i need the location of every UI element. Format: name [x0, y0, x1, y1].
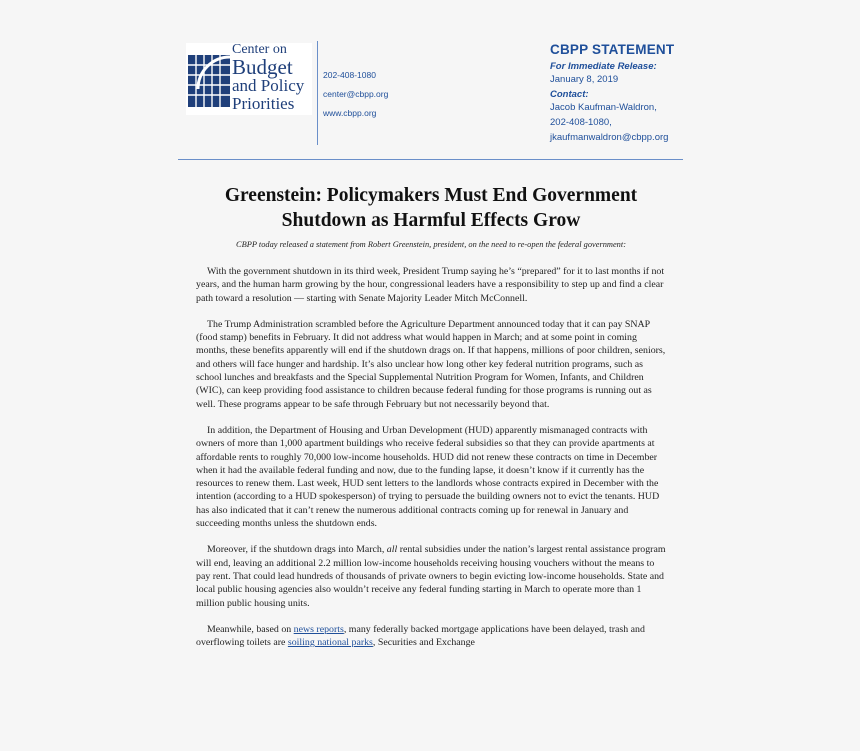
org-website[interactable]: www.cbpp.org — [323, 108, 377, 118]
release-date: January 8, 2019 — [550, 74, 619, 85]
headline — [196, 183, 666, 233]
news-reports-link[interactable]: news reports — [293, 623, 344, 635]
logo-line-2: Budget — [232, 55, 293, 79]
statement-body — [196, 265, 666, 662]
contact-name: Jacob Kaufman-Waldron, — [550, 102, 657, 113]
intro-line: CBPP today released a statement from Robert Greenstein, president, on the need to re-open the federal government: — [236, 240, 626, 249]
paragraph-4 — [196, 543, 666, 609]
statement-title: CBPP STATEMENT — [550, 42, 675, 57]
soiling-national-parks-link[interactable]: soiling national parks — [287, 637, 373, 649]
statement-header — [550, 42, 674, 145]
contact-email[interactable]: jkaufmanwaldron@cbpp.org — [550, 132, 669, 143]
organization-contact — [323, 66, 388, 123]
contact-phone: 202-408-1080, — [550, 117, 612, 128]
release-label: For Immediate Release: — [550, 61, 657, 72]
org-phone: 202-408-1080 — [323, 70, 376, 80]
paragraph-4-emphasis: all — [386, 544, 398, 556]
headline-line-2: Shutdown as Harmful Effects Grow — [281, 210, 581, 231]
logo-line-4: Priorities — [232, 94, 295, 113]
paragraph-1: With the government shutdown in its third week, President Trump saying he’s “prepared” for it to last months if not years, and the human harm growing by the hour, congressional leaders have a responsibility to step up and find a clear path toward a resolution — starting with Senate Majority Leader Mitch McConnell. — [196, 266, 665, 304]
header-divider — [317, 41, 318, 145]
logo-wordmark — [232, 43, 304, 113]
cbpp-logo — [186, 43, 312, 115]
org-email[interactable]: center@cbpp.org — [323, 89, 389, 99]
paragraph-5-text-b: , many federally backed mortgage applications have been delayed, trash and overflowing toilets are — [196, 623, 645, 649]
paragraph-3: In addition, the Department of Housing and Urban Development (HUD) apparently mismanaged contracts with owners of more than 1,000 apartment buildings who receive federal subsidies so that they can provide apartments at affordable rents to roughly 70,000 low-income households. HUD did not renew these contracts on time in December when it had the available federal funding and now, due to the funding lapse, it doesn’t know if it currently has the resources to renew them. Last week, HUD sent letters to the landlords whose contracts expired in December with the intention (according to a HUD spokesperson) of trying to persuade the building owners not to evict the tenants. HUD has also indicated that it can’t renew the numerous additional contracts coming up for renewal in January and succeeding months unless the shutdown ends. — [196, 424, 660, 530]
logo-line-3: and Policy — [232, 76, 305, 95]
paragraph-2: The Trump Administration scrambled before the Agriculture Department announced today that it can pay SNAP (food stamp) benefits in February. It did not address what would happen in March; and at some point in coming months, these benefits apparently will end if the shutdown drags on. If that happens, millions of poor children, seniors, and others will face hunger and hardship. It’s also unclear how long other key federal nutrition programs, such as school lunches and breakfasts and the Special Supplemental Nutrition Program for Women, Infants, and Children (WIC), can keep providing food assistance to children because federal funding for those programs is running out as well. These programs appear to be safe through February but not necessarily beyond that. — [196, 318, 666, 410]
logo-line-1: Center on — [232, 42, 287, 57]
headline-line-1: Greenstein: Policymakers Must End Government — [224, 185, 638, 206]
globe-grid-icon — [188, 47, 230, 111]
paragraph-5-text-a: Meanwhile, based on — [207, 623, 294, 635]
paragraph-5 — [196, 623, 666, 650]
header-rule — [178, 159, 683, 160]
paragraph-4-text-b: rental subsidies under the nation’s largest rental assistance program will end, leaving an additional 2.2 million low-income households receiving housing vouchers without the means to pay rent. That could lead hundreds of thousands of private owners to begin evicting low-income households. State and local public housing agencies also wouldn’t receive any federal funding starting in March to operate more than 1 million public housing units. — [196, 544, 666, 609]
contact-label: Contact: — [550, 89, 589, 100]
paragraph-5-text-c: , Securities and Exchange — [372, 637, 475, 649]
paragraph-4-text-a: Moreover, if the shutdown drags into March, — [207, 544, 387, 556]
